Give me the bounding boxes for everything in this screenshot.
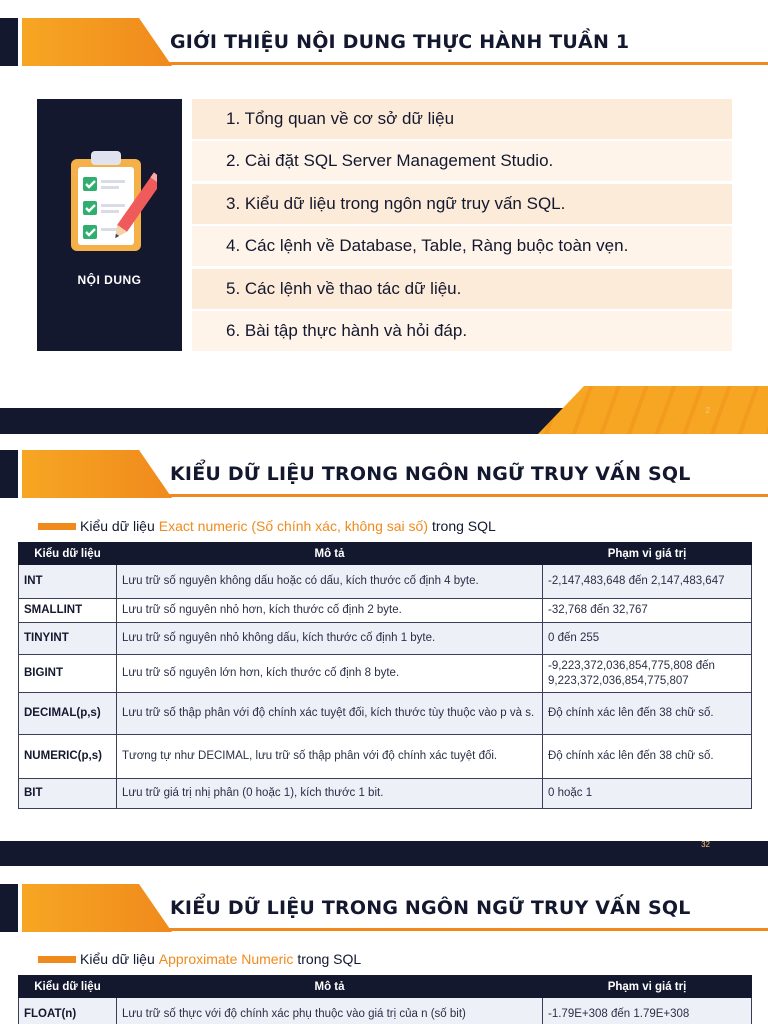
agenda-item: 5. Các lệnh về thao tác dữ liệu. <box>192 269 732 309</box>
header-underline <box>160 928 768 931</box>
table-row <box>19 623 752 655</box>
table-row <box>19 693 752 735</box>
footer-accent-shape <box>538 386 768 434</box>
panel-label: NỘI DUNG <box>77 273 142 287</box>
slide-title: KIỂU DỮ LIỆU TRONG NGÔN NGỮ TRUY VẤN SQL <box>170 463 691 485</box>
agenda-item: 6. Bài tập thực hành và hỏi đáp. <box>192 311 732 351</box>
description-cell: Lưu trữ số thực với độ chính xác phụ thuộc vào giá trị của n (số bit) <box>117 998 543 1024</box>
agenda-item: 4. Các lệnh về Database, Table, Ràng buộc toàn vẹn. <box>192 226 732 266</box>
table-row <box>19 779 752 809</box>
header-left-bar <box>0 884 18 932</box>
header-left-bar <box>0 450 18 498</box>
type-cell: BIGINT <box>19 655 117 693</box>
page-number: 32 <box>701 840 710 849</box>
table-row <box>19 565 752 599</box>
agenda-item: 1. Tổng quan về cơ sở dữ liệu <box>192 99 732 139</box>
column-header: Kiểu dữ liệu <box>19 976 117 998</box>
header-accent-shape <box>22 884 172 932</box>
range-cell: -9,223,372,036,854,775,808 đến 9,223,372,036,854,775,807 <box>543 655 752 693</box>
section-subtitle <box>38 951 361 967</box>
range-cell: -1.79E+308 đến 1.79E+308 <box>543 998 752 1024</box>
range-cell: 0 đến 255 <box>543 623 752 655</box>
description-cell: Lưu trữ số nguyên không dấu hoặc có dấu, kích thước cố định 4 byte. <box>117 565 543 599</box>
column-header: Phạm vi giá trị <box>543 976 752 998</box>
content-panel <box>37 99 182 351</box>
header-underline <box>160 494 768 497</box>
range-cell: -2,147,483,648 đến 2,147,483,647 <box>543 565 752 599</box>
subtitle-prefix: Kiểu dữ liệu <box>80 518 155 534</box>
slide-title: KIỂU DỮ LIỆU TRONG NGÔN NGỮ TRUY VẤN SQL <box>170 897 691 919</box>
section-subtitle <box>38 518 496 534</box>
description-cell: Tương tự như DECIMAL, lưu trữ số thập phân với độ chính xác tuyệt đối. <box>117 735 543 779</box>
slide-intro <box>0 0 768 434</box>
table-header-row <box>19 976 752 998</box>
subtitle-highlight: Exact numeric (Số chính xác, không sai số) <box>158 518 428 534</box>
table-header-row <box>19 543 752 565</box>
header-accent-shape <box>22 18 172 66</box>
description-cell: Lưu trữ giá trị nhị phân (0 hoặc 1), kích thước 1 bit. <box>117 779 543 809</box>
type-cell: INT <box>19 565 117 599</box>
exact-numeric-table <box>18 542 752 809</box>
type-cell: FLOAT(n) <box>19 998 117 1024</box>
subtitle-prefix: Kiểu dữ liệu <box>80 951 155 967</box>
table-row <box>19 599 752 623</box>
type-cell: DECIMAL(p,s) <box>19 693 117 735</box>
header-left-bar <box>0 18 18 66</box>
footer-band <box>0 841 768 866</box>
header-underline <box>160 62 768 65</box>
range-cell: -32,768 đến 32,767 <box>543 599 752 623</box>
subtitle-bullet-bar <box>38 523 76 530</box>
header-accent-shape <box>22 450 172 498</box>
subtitle-bullet-bar <box>38 956 76 963</box>
approximate-numeric-table <box>18 975 752 1024</box>
subtitle-suffix: trong SQL <box>297 951 362 967</box>
slide-exact-numeric <box>0 434 768 866</box>
column-header: Mô tả <box>117 543 543 565</box>
column-header: Kiểu dữ liệu <box>19 543 117 565</box>
subtitle-highlight: Approximate Numeric <box>158 951 294 967</box>
agenda-item: 2. Cài đặt SQL Server Management Studio. <box>192 141 732 181</box>
description-cell: Lưu trữ số thập phân với độ chính xác tuyệt đối, kích thước tùy thuộc vào p và s. <box>117 693 543 735</box>
clipboard-checklist-icon <box>67 147 157 257</box>
range-cell: Độ chính xác lên đến 38 chữ số. <box>543 693 752 735</box>
type-cell: SMALLINT <box>19 599 117 623</box>
page-number: 2 <box>705 406 710 415</box>
column-header: Phạm vi giá trị <box>543 543 752 565</box>
slide-title: GIỚI THIỆU NỘI DUNG THỰC HÀNH TUẦN 1 <box>170 31 630 53</box>
slide-approximate-numeric <box>0 866 768 1024</box>
description-cell: Lưu trữ số nguyên nhỏ hơn, kích thước cố định 2 byte. <box>117 599 543 623</box>
column-header: Mô tả <box>117 976 543 998</box>
agenda-list <box>192 99 732 353</box>
table-row <box>19 735 752 779</box>
agenda-item: 3. Kiểu dữ liệu trong ngôn ngữ truy vấn SQL. <box>192 184 732 224</box>
type-cell: NUMERIC(p,s) <box>19 735 117 779</box>
type-cell: TINYINT <box>19 623 117 655</box>
description-cell: Lưu trữ số nguyên lớn hơn, kích thước cố định 8 byte. <box>117 655 543 693</box>
table-row <box>19 998 752 1024</box>
table-row <box>19 655 752 693</box>
description-cell: Lưu trữ số nguyên nhỏ không dấu, kích thước cố định 1 byte. <box>117 623 543 655</box>
subtitle-suffix: trong SQL <box>432 518 496 534</box>
range-cell: Độ chính xác lên đến 38 chữ số. <box>543 735 752 779</box>
type-cell: BIT <box>19 779 117 809</box>
range-cell: 0 hoặc 1 <box>543 779 752 809</box>
